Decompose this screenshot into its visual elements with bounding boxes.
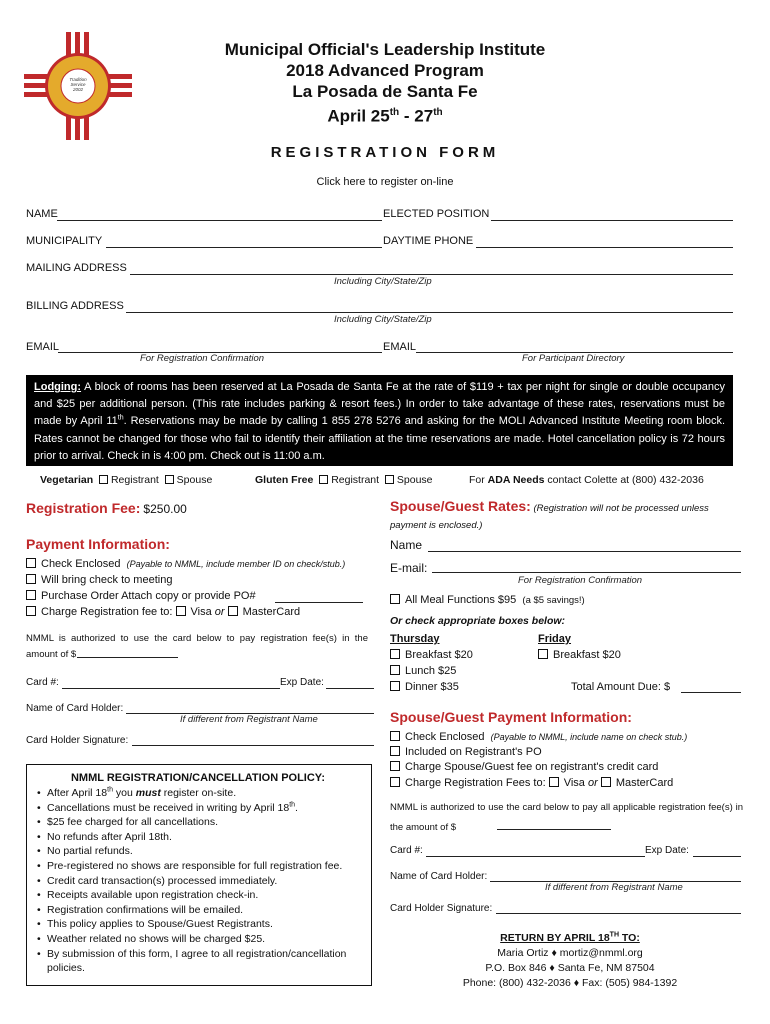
billing-address-label: BILLING ADDRESS bbox=[26, 300, 124, 312]
lodging-box: Lodging: A block of rooms has been reserved at La Posada de Santa Fe at the rate of $119 + tax per night for single or double occupancy and $25 per additional person. (This rate includes parking & resort fees.) In order to take advantage of these rates, reservations must be made by April 11th. Reservations may be made by calling 1 855 278 5276 and asking for the MOLI Advanced Institute Meeting room block. Rates cannot be changed for those who fail to identify their affiliation at the time reservations are made. Hotel cancellation policy is 72 hours prior to arrival. Check in is 4:00 pm. Check out is 11:00 a.m. bbox=[26, 375, 733, 466]
spouse-email-label: E-mail: bbox=[390, 561, 428, 575]
vegetarian-spouse-checkbox[interactable] bbox=[165, 475, 174, 484]
ada-note: For ADA Needs contact Colette at (800) 432-2036 bbox=[469, 474, 704, 486]
left-exp-label: Exp Date: bbox=[280, 677, 324, 688]
check-enclosed-checkbox[interactable] bbox=[26, 558, 36, 568]
daytime-phone-field[interactable] bbox=[476, 247, 733, 248]
spouse-po-option[interactable]: Included on Registrant's PO bbox=[390, 746, 542, 758]
mastercard-checkbox[interactable] bbox=[228, 606, 238, 616]
left-auth-text: NMML is authorized to use the card below to pay registration fee(s) in the amount of $ bbox=[26, 633, 368, 660]
all-meals-option[interactable]: All Meal Functions $95 (a $5 savings!) bbox=[390, 594, 585, 606]
name-field[interactable] bbox=[57, 220, 382, 221]
mailing-address-label: MAILING ADDRESS bbox=[26, 262, 127, 274]
header-dates: April 25th - 27th bbox=[327, 106, 443, 126]
purchase-order-checkbox[interactable] bbox=[26, 590, 36, 600]
left-amount-field[interactable] bbox=[77, 657, 178, 658]
thu-breakfast-option[interactable]: Breakfast $20 bbox=[390, 649, 473, 661]
policy-title: NMML REGISTRATION/CANCELLATION POLICY: bbox=[70, 772, 325, 784]
friday-heading: Friday bbox=[538, 633, 572, 645]
municipality-label: MUNICIPALITY bbox=[26, 235, 103, 247]
left-card-field[interactable] bbox=[62, 688, 280, 689]
billing-address-field[interactable] bbox=[126, 312, 733, 313]
mailing-address-field[interactable] bbox=[130, 274, 733, 275]
policy-item: • Credit card transaction(s) processed immediately. bbox=[37, 874, 367, 889]
left-card-label: Card #: bbox=[26, 677, 59, 688]
lunch-checkbox[interactable] bbox=[390, 665, 400, 675]
return-phone: Phone: (800) 432-2036 ♦ Fax: (505) 984-1392 bbox=[462, 977, 678, 989]
left-signature-label: Card Holder Signature: bbox=[26, 735, 129, 746]
return-block bbox=[420, 931, 720, 991]
spouse-check-option[interactable]: Check Enclosed (Payable to NMML, include name on check stub.) bbox=[390, 731, 687, 743]
email-confirmation-label: EMAIL bbox=[26, 341, 60, 353]
elected-position-label: ELECTED POSITION bbox=[383, 208, 490, 220]
right-signature-field[interactable] bbox=[496, 913, 741, 914]
bring-check-checkbox[interactable] bbox=[26, 574, 36, 584]
header-line1: Municipal Official's Leadership Institute bbox=[224, 40, 546, 59]
payment-title: Payment Information: bbox=[26, 536, 170, 552]
policy-item: • No partial refunds. bbox=[37, 844, 367, 859]
right-amount-field[interactable] bbox=[497, 829, 611, 830]
policy-item: • This policy applies to Spouse/Guest Registrants. bbox=[37, 917, 367, 932]
thu-breakfast-checkbox[interactable] bbox=[390, 649, 400, 659]
spouse-name-label: Name bbox=[390, 538, 423, 552]
email-confirmation-note: For Registration Confirmation bbox=[140, 353, 265, 364]
logo-inner-text: Tradition Service 2002 bbox=[69, 77, 87, 92]
left-holder-note: If different from Registrant Name bbox=[180, 714, 318, 725]
opt-bring-check[interactable]: Will bring check to meeting bbox=[26, 574, 172, 586]
right-exp-field[interactable] bbox=[693, 856, 741, 857]
email-directory-label: EMAIL bbox=[383, 341, 417, 353]
vegetarian-registrant-checkbox[interactable] bbox=[99, 475, 108, 484]
return-address: P.O. Box 846 ♦ Santa Fe, NM 87504 bbox=[485, 962, 655, 974]
spouse-check-checkbox[interactable] bbox=[390, 731, 400, 741]
policy-item: • $25 fee charged for all cancellations. bbox=[37, 815, 367, 830]
return-contact: Maria Ortiz ♦ mortiz@nmml.org bbox=[497, 947, 643, 959]
spouse-rates: Spouse/Guest Rates: (Registration will not be processed unless payment is enclosed.) bbox=[390, 498, 709, 531]
register-online-link[interactable]: Click here to register on-line bbox=[316, 176, 454, 188]
left-holder-label: Name of Card Holder: bbox=[26, 703, 124, 714]
mailing-address-note: Including City/State/Zip bbox=[334, 276, 432, 287]
lodging-label: Lodging: bbox=[34, 381, 82, 393]
form-title: REGISTRATION FORM bbox=[270, 144, 500, 161]
cancellation-policy-box bbox=[26, 764, 372, 986]
all-meals-checkbox[interactable] bbox=[390, 594, 400, 604]
opt-purchase-order[interactable]: Purchase Order Attach copy or provide PO# bbox=[26, 590, 256, 602]
dinner-checkbox[interactable] bbox=[390, 681, 400, 691]
spouse-mastercard-checkbox[interactable] bbox=[601, 777, 611, 787]
right-card-field[interactable] bbox=[426, 856, 645, 857]
spouse-email-note: For Registration Confirmation bbox=[518, 575, 643, 586]
policy-item: • Receipts available upon registration check-in. bbox=[37, 888, 367, 903]
thursday-heading: Thursday bbox=[390, 633, 440, 645]
spouse-payment-title: Spouse/Guest Payment Information: bbox=[390, 709, 632, 725]
policy-item: • After April 18th you must register on-site. bbox=[37, 786, 367, 801]
daytime-phone-label: DAYTIME PHONE bbox=[383, 235, 474, 247]
policy-item: • Pre-registered no shows are responsible for full registration fee. bbox=[37, 859, 367, 874]
registration-fee: Registration Fee: $250.00 bbox=[26, 500, 187, 516]
name-label: NAME bbox=[26, 208, 58, 220]
return-title: RETURN BY APRIL 18TH TO: bbox=[500, 931, 640, 944]
spouse-charge-checkbox[interactable] bbox=[390, 777, 400, 787]
policy-item: • No refunds after April 18th. bbox=[37, 830, 367, 845]
elected-position-field[interactable] bbox=[491, 220, 733, 221]
dietary-row: Vegetarian Registrant Spouse bbox=[40, 474, 213, 486]
spouse-name-field[interactable] bbox=[428, 551, 741, 552]
total-amount-field[interactable] bbox=[681, 692, 741, 693]
total-amount-label: Total Amount Due: $ bbox=[571, 681, 671, 693]
gluten-spouse-checkbox[interactable] bbox=[385, 475, 394, 484]
po-number-field[interactable] bbox=[275, 602, 363, 603]
right-holder-note: If different from Registrant Name bbox=[545, 882, 683, 893]
spouse-cc-option[interactable]: Charge Spouse/Guest fee on registrant's credit card bbox=[390, 761, 658, 773]
municipality-field[interactable] bbox=[106, 247, 382, 248]
header bbox=[150, 39, 620, 127]
right-auth-text: NMML is authorized to use the card below to pay all applicable registration fee(s) in the amount of $ bbox=[390, 802, 743, 833]
right-holder-label: Name of Card Holder: bbox=[390, 871, 488, 882]
fri-breakfast-checkbox[interactable] bbox=[538, 649, 548, 659]
header-line2: 2018 Advanced Program bbox=[286, 61, 484, 80]
header-line3: La Posada de Santa Fe bbox=[292, 82, 478, 101]
right-card-label: Card #: bbox=[390, 845, 423, 856]
charge-fee-checkbox[interactable] bbox=[26, 606, 36, 616]
spouse-po-checkbox[interactable] bbox=[390, 746, 400, 756]
right-exp-label: Exp Date: bbox=[645, 845, 689, 856]
fri-breakfast-option[interactable]: Breakfast $20 bbox=[538, 649, 621, 661]
spouse-cc-checkbox[interactable] bbox=[390, 761, 400, 771]
spouse-email-field[interactable] bbox=[432, 572, 741, 573]
policy-list bbox=[29, 786, 367, 976]
moli-logo bbox=[22, 30, 134, 142]
dinner-option[interactable]: Dinner $35 bbox=[390, 681, 459, 693]
left-signature-field[interactable] bbox=[132, 745, 374, 746]
left-exp-field[interactable] bbox=[326, 688, 374, 689]
policy-item: • Cancellations must be received in writing by April 18th. bbox=[37, 801, 367, 816]
policy-item: • Registration confirmations will be emailed. bbox=[37, 903, 367, 918]
gluten-registrant-checkbox[interactable] bbox=[319, 475, 328, 484]
contact-email-link[interactable]: mortiz@nmml.org bbox=[559, 947, 643, 959]
spouse-visa-checkbox[interactable] bbox=[549, 777, 559, 787]
opt-check-enclosed[interactable]: Check Enclosed (Payable to NMML, include member ID on check/stub.) bbox=[26, 558, 345, 570]
gluten-row: Gluten Free Registrant Spouse bbox=[255, 474, 433, 486]
billing-address-note: Including City/State/Zip bbox=[334, 314, 432, 325]
policy-item: • By submission of this form, I agree to all registration/cancellation policies. bbox=[37, 947, 367, 976]
policy-item: • Weather related no shows will be charged $25. bbox=[37, 932, 367, 947]
spouse-charge-option[interactable]: Charge Registration Fees to: Visa or MasterCard bbox=[390, 777, 673, 789]
right-signature-label: Card Holder Signature: bbox=[390, 903, 493, 914]
email-directory-note: For Participant Directory bbox=[522, 353, 625, 364]
opt-charge-fee[interactable]: Charge Registration fee to: Visa or MasterCard bbox=[26, 606, 300, 618]
lunch-option[interactable]: Lunch $25 bbox=[390, 665, 456, 677]
or-check-boxes: Or check appropriate boxes below: bbox=[390, 615, 566, 627]
visa-checkbox[interactable] bbox=[176, 606, 186, 616]
